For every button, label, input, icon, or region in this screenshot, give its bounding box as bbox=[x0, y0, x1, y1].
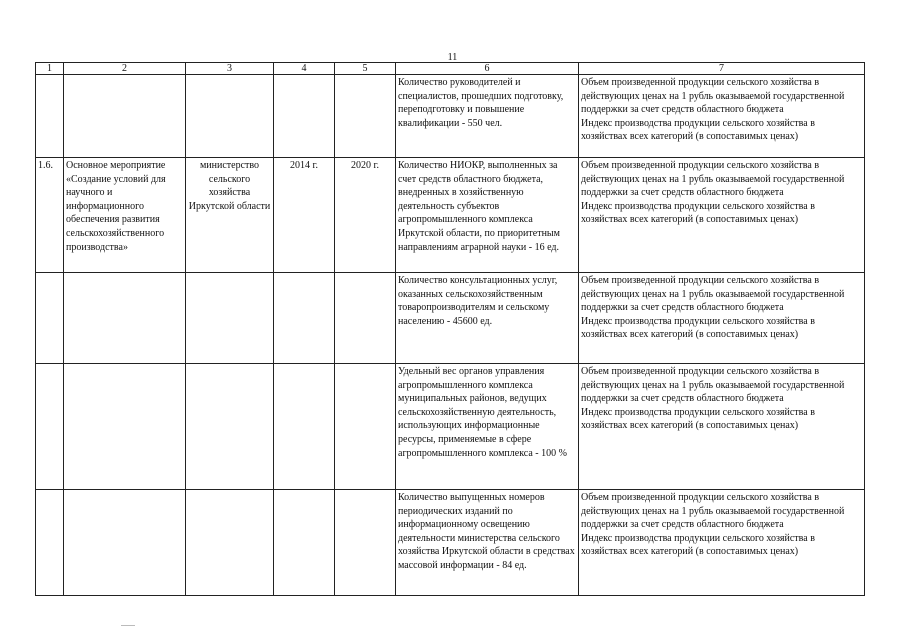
expected-result-cell: Количество консультационных услуг, оказанных сельскохозяйственным товаропроизводителям и сельскому населению - 45600 ед. bbox=[396, 273, 579, 364]
item-number-cell: 1.6. bbox=[36, 158, 64, 273]
activity-name-cell bbox=[64, 273, 186, 364]
end-year-cell bbox=[335, 490, 396, 596]
end-year-cell bbox=[335, 75, 396, 158]
start-year-cell bbox=[274, 273, 335, 364]
column-header: 6 bbox=[396, 63, 579, 75]
table-row bbox=[36, 490, 865, 596]
column-header: 3 bbox=[186, 63, 274, 75]
indicators-cell bbox=[579, 364, 865, 490]
item-number-cell bbox=[36, 75, 64, 158]
expected-result-cell: Количество выпущенных номеров периодических изданий по информационному освещению деятельности министерства сельского хозяйства Иркутской области в средствах массовой информации - 84 ед. bbox=[396, 490, 579, 596]
item-number-cell bbox=[36, 273, 64, 364]
expected-result-cell: Количество НИОКР, выполненных за счет средств областного бюджета, внедренных в хозяйственную деятельность субъектов агропромышленного комплекса Иркутской области, по приоритетным направлениям аграрной науки - 16 ед. bbox=[396, 158, 579, 273]
start-year-cell bbox=[274, 490, 335, 596]
program-table bbox=[35, 62, 865, 596]
activity-name-cell bbox=[64, 75, 186, 158]
indicators-cell bbox=[579, 273, 865, 364]
column-header: 2 bbox=[64, 63, 186, 75]
indicator-text: Объем произведенной продукции сельского хозяйства в действующих ценах на 1 рубль оказываемой государственной поддержки за счет средств областного бюджета bbox=[581, 160, 845, 199]
expected-result-cell: Удельный вес органов управления агропромышленного комплекса муниципальных районов, ведущих сельскохозяйственную деятельность, использующих информационные ресурсы, применяемые в сфере агропромышленного комплекса - 100 % bbox=[396, 364, 579, 490]
table-row bbox=[36, 158, 865, 273]
header-row bbox=[36, 63, 865, 75]
indicators-cell bbox=[579, 75, 865, 158]
start-year-cell bbox=[274, 364, 335, 490]
indicator-text: Индекс производства продукции сельского хозяйства в хозяйствах всех категорий (в сопоставимых ценах) bbox=[581, 200, 815, 226]
indicators-cell bbox=[579, 158, 865, 273]
column-header: 4 bbox=[274, 63, 335, 75]
activity-name-cell bbox=[64, 490, 186, 596]
end-year-cell bbox=[335, 273, 396, 364]
column-header: 5 bbox=[335, 63, 396, 75]
indicator-text: Индекс производства продукции сельского хозяйства в хозяйствах всех категорий (в сопоставимых ценах) bbox=[581, 406, 815, 432]
table-row bbox=[36, 273, 865, 364]
indicator-text: Индекс производства продукции сельского хозяйства в хозяйствах всех категорий (в сопоставимых ценах) bbox=[581, 315, 815, 341]
expected-result-cell: Количество руководителей и специалистов, прошедших подготовку, переподготовку и повышение квалификации - 550 чел. bbox=[396, 75, 579, 158]
start-year-cell: 2014 г. bbox=[274, 158, 335, 273]
table-row bbox=[36, 75, 865, 158]
item-number-cell bbox=[36, 490, 64, 596]
indicators-cell bbox=[579, 490, 865, 596]
executor-cell bbox=[186, 75, 274, 158]
end-year-cell: 2020 г. bbox=[335, 158, 396, 273]
column-header: 1 bbox=[36, 63, 64, 75]
executor-cell bbox=[186, 364, 274, 490]
scan-mark bbox=[121, 625, 135, 626]
indicator-text: Индекс производства продукции сельского хозяйства в хозяйствах всех категорий (в сопоставимых ценах) bbox=[581, 117, 815, 143]
page-number: 11 bbox=[447, 52, 458, 63]
indicator-text: Объем произведенной продукции сельского хозяйства в действующих ценах на 1 рубль оказываемой государственной поддержки за счет средств областного бюджета bbox=[581, 77, 845, 116]
executor-cell: министерство сельского хозяйства Иркутской области bbox=[186, 158, 274, 273]
indicator-text: Индекс производства продукции сельского хозяйства в хозяйствах всех категорий (в сопоставимых ценах) bbox=[581, 532, 815, 558]
executor-cell bbox=[186, 490, 274, 596]
activity-name-cell: Основное мероприятие «Создание условий для научного и информационного обеспечения развития сельскохозяйственного производства» bbox=[64, 158, 186, 273]
indicator-text: Объем произведенной продукции сельского хозяйства в действующих ценах на 1 рубль оказываемой государственной поддержки за счет средств областного бюджета bbox=[581, 366, 845, 405]
indicator-text: Объем произведенной продукции сельского хозяйства в действующих ценах на 1 рубль оказываемой государственной поддержки за счет средств областного бюджета bbox=[581, 492, 845, 531]
executor-cell bbox=[186, 273, 274, 364]
indicator-text: Объем произведенной продукции сельского хозяйства в действующих ценах на 1 рубль оказываемой государственной поддержки за счет средств областного бюджета bbox=[581, 275, 845, 314]
end-year-cell bbox=[335, 364, 396, 490]
start-year-cell bbox=[274, 75, 335, 158]
table-row bbox=[36, 364, 865, 490]
activity-name-cell bbox=[64, 364, 186, 490]
column-header: 7 bbox=[579, 63, 865, 75]
item-number-cell bbox=[36, 364, 64, 490]
